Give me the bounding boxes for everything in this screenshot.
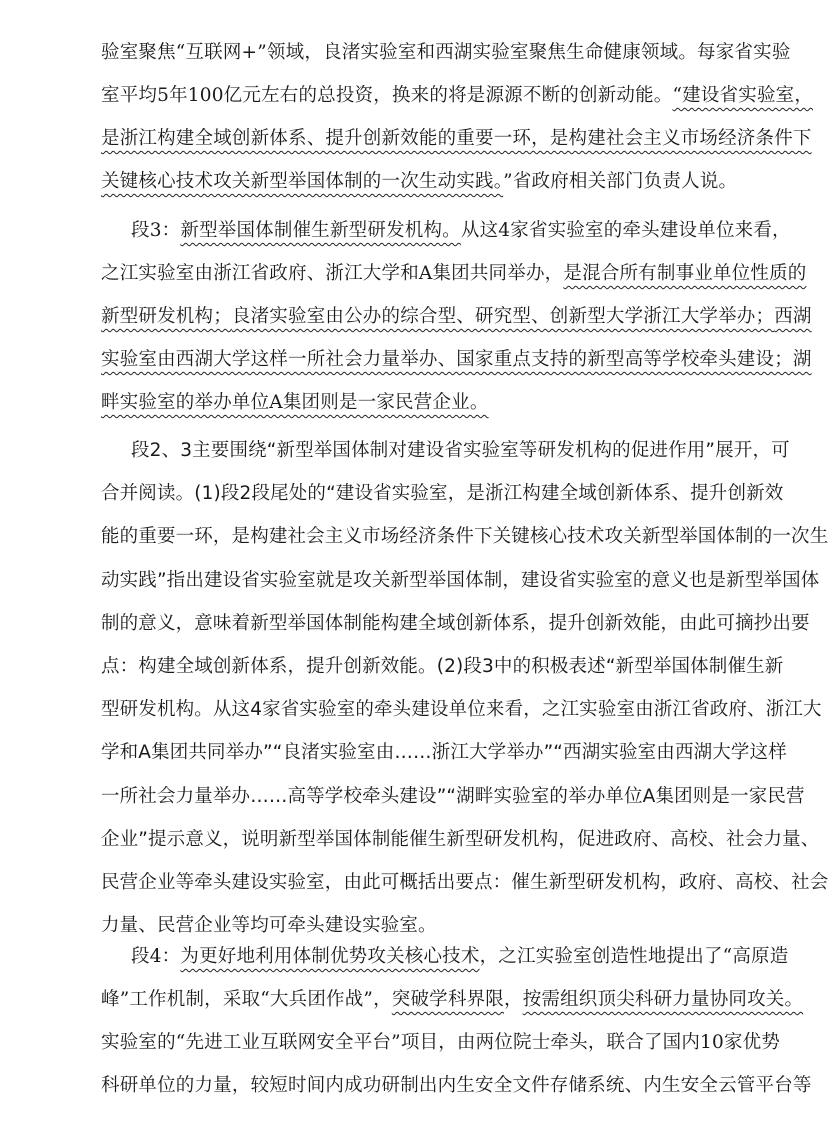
underlined-text: 实验室由西湖大学这样一所社会力量举办、国家重点支持的新型高等学校牵头建设；湖 bbox=[101, 349, 812, 370]
underlined-text: 关键核心技术攻关新型举国体制的一次生动实践。 bbox=[101, 171, 504, 192]
text-line: 力量、民营企业等均可牵头建设实验室。 bbox=[101, 915, 437, 937]
text-line bbox=[101, 263, 807, 285]
text-line: 科研单位的力量，较短时间内成功研制出内生安全文件存储系统、内生安全云管平台等 bbox=[101, 1075, 812, 1096]
underlined-text: “建设省实验室， bbox=[672, 85, 814, 106]
text-span: 峰”工作机制，采取“大兵团作战”， bbox=[101, 989, 392, 1010]
underlined-text: 是混合所有制事业单位性质的 bbox=[563, 263, 807, 284]
text-line bbox=[101, 989, 804, 1011]
underlined-text: 西湖 bbox=[774, 306, 812, 327]
text-line: 民营企业等牵头建设实验室，由此可概括出要点：催生新型研发机构，政府、高校、社会 bbox=[101, 872, 828, 893]
segment-label: 段3： bbox=[131, 220, 181, 241]
underlined-text: 新型举国体制催生新型研发机构。 bbox=[180, 220, 461, 241]
underlined-text: 良渚实验室由公办的综合型、研究型、创新型大学浙江大学举办； bbox=[231, 306, 775, 327]
text-line bbox=[101, 128, 812, 150]
text-line: 点：构建全域创新体系，提升创新效能。(2)段3中的积极表述“新型举国体制催生新 bbox=[101, 656, 784, 677]
text-line: 制的意义，意味着新型举国体制能构建全域创新体系，提升创新效能，由此可摘抄出要 bbox=[101, 612, 810, 634]
text-line: 实验室的“先进工业互联网安全平台”项目，由两位院士牵头，联合了国内10家优势 bbox=[101, 1032, 781, 1053]
underlined-text: 突破学科界限 bbox=[391, 989, 504, 1010]
text-span: ”省政府相关部门负责人说。 bbox=[503, 171, 738, 192]
underlined-text: 是浙江构建全域创新体系、提升创新效能的重要一环，是构建社会主义市场经济条件下 bbox=[101, 128, 812, 149]
text-span: 之江实验室由浙江省政府、浙江大学和A集团共同举办， bbox=[101, 263, 564, 284]
segment-label: 段4： bbox=[131, 946, 181, 967]
text-line: 动实践”指出建设省实验室就是攻关新型举国体制，建设省实验室的意义也是新型举国体 bbox=[101, 569, 820, 591]
text-line: 验室聚焦“互联网+”领域，良渚实验室和西湖实验室聚焦生命健康领域。每家省实验 bbox=[101, 42, 791, 63]
text-line bbox=[101, 171, 738, 193]
underlined-text: 按需组织顶尖科研力量协同攻关。 bbox=[522, 989, 804, 1010]
text-line: 合并阅读。(1)段2段尾处的“建设省实验室，是浙江构建全域创新体系、提升创新效 bbox=[101, 483, 784, 505]
text-line bbox=[131, 946, 789, 968]
text-line bbox=[101, 85, 814, 107]
text-line bbox=[101, 349, 812, 371]
text-span: ， bbox=[503, 989, 523, 1010]
text-line: 型研发机构。从这4家省实验室的牵头建设单位来看，之江实验室由浙江省政府、浙江大 bbox=[101, 699, 822, 721]
text-line: 段2、3主要围绕“新型举国体制对建设省实验室等研发机构的促进作用”展开，可 bbox=[131, 440, 790, 461]
text-span: 从这4家省实验室的牵头建设单位来看， bbox=[460, 220, 791, 241]
underlined-text: 畔实验室的举办单位A集团则是一家民营企业。 bbox=[101, 392, 489, 413]
text-line bbox=[101, 306, 812, 328]
text-line bbox=[131, 220, 791, 242]
text-span: 室平均5年100亿元左右的总投资，换来的将是源源不断的创新动能。 bbox=[101, 85, 673, 106]
text-span: ，之江实验室创造性地提出了“高原造 bbox=[479, 946, 789, 967]
text-line bbox=[101, 392, 701, 414]
underlined-text: 新型研发机构； bbox=[101, 306, 232, 327]
underlined-text: 为更好地利用体制优势攻关核心技术 bbox=[180, 946, 480, 967]
text-line: 学和A集团共同举办”“良渚实验室由……浙江大学举办”“西湖实验室由西湖大学这样 bbox=[101, 742, 787, 764]
text-line: 一所社会力量举办……高等学校牵头建设”“湖畔实验室的举办单位A集团则是一家民营 bbox=[101, 785, 805, 807]
text-line: 能的重要一环，是构建社会主义市场经济条件下关键核心技术攻关新型举国体制的一次生 bbox=[101, 526, 828, 548]
text-line: 企业”提示意义，说明新型举国体制能催生新型研发机构，促进政府、高校、社会力量、 bbox=[101, 828, 820, 850]
